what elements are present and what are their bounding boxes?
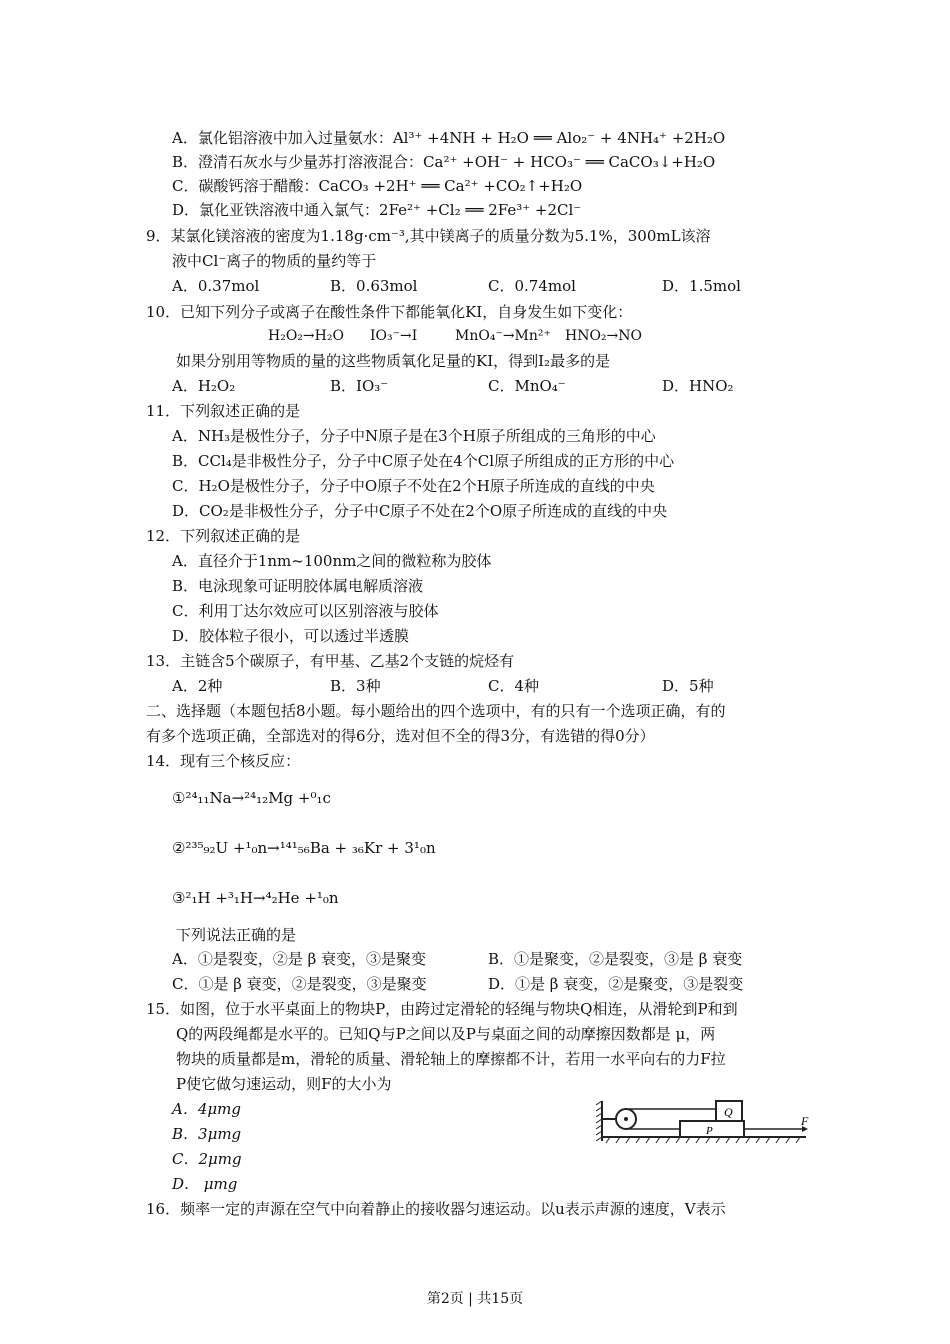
- force-label: F: [801, 1114, 809, 1128]
- q12-option-c: C．利用丁达尔效应可以区别溶液与胶体: [172, 602, 439, 620]
- q11-option-c: C．H₂O是极性分子，分子中O原子不处在2个H原子所连成的直线的中央: [172, 477, 655, 495]
- q13-option-b: B．3种: [330, 677, 381, 695]
- q14-reaction-2: ②²³⁵₉₂U +¹₀n→¹⁴¹₅₆Ba + ₃₆Kr + 3¹₀n: [172, 839, 436, 857]
- q14-stem-line2: 下列说法正确的是: [176, 926, 297, 944]
- q10-option-b: B．IO₃⁻: [330, 377, 389, 395]
- q13-option-c: C．4种: [488, 677, 540, 695]
- q14-option-a: A．①是裂变，②是 β 衰变，③是聚变: [172, 950, 427, 968]
- page-footer: 第2页 | 共15页: [426, 1291, 524, 1307]
- q10-reaction-2: IO₃⁻→I: [370, 328, 418, 344]
- q15-pulley-figure: [596, 1097, 818, 1147]
- q14-option-b: B．①是聚变，②是裂变，③是 β 衰变: [488, 950, 743, 968]
- q10-option-c: C．MnO₄⁻: [488, 377, 566, 395]
- q11-option-a: A．NH₃是极性分子，分子中N原子是在3个H原子所组成的三角形的中心: [172, 427, 656, 445]
- q14-reaction-3: ③²₁H +³₁H→⁴₂He +¹₀n: [172, 889, 339, 907]
- q13-option-d: D．5种: [662, 677, 714, 695]
- q10-option-a: A．H₂O₂: [172, 377, 236, 395]
- q12-option-a: A．直径介于1nm~100nm之间的微粒称为胶体: [172, 552, 492, 570]
- q14-option-c: C．①是 β 衰变，②是裂变，③是聚变: [172, 975, 427, 993]
- q10-reaction-1: H₂O₂→H₂O: [268, 328, 344, 344]
- q8-option-b: B．澄清石灰水与少量苏打溶液混合：Ca²⁺ +OH⁻ + HCO₃⁻ ══ CaCO₃↓+H₂O: [172, 153, 716, 171]
- q14-option-d: D．①是 β 衰变，②是聚变，③是裂变: [488, 975, 744, 993]
- block-p-label: P: [706, 1125, 713, 1137]
- q9-option-c: C．0.74mol: [488, 277, 576, 295]
- q9-option-a: A．0.37mol: [172, 277, 260, 295]
- section2-heading-line2: 有多个选项正确，全部选对的得6分，选对但不全的得3分，有选错的得0分）: [146, 727, 655, 745]
- q9-option-d: D．1.5mol: [662, 277, 741, 295]
- q13-option-a: A．2种: [172, 677, 223, 695]
- q14-reaction-1: ①²⁴₁₁Na→²⁴₁₂Mg +⁰₁c: [172, 789, 331, 807]
- q16-stem-line1: 16．频率一定的声源在空气中向着静止的接收器匀速运动。以u表示声源的速度，V表示: [146, 1200, 726, 1218]
- q8-option-d: D．氯化亚铁溶液中通入氯气：2Fe²⁺ +Cl₂ ══ 2Fe³⁺ +2Cl⁻: [172, 201, 582, 219]
- q10-stem-line2: 如果分别用等物质的量的这些物质氧化足量的KI，得到I₂最多的是: [176, 352, 611, 370]
- pulley-axle: [624, 1117, 628, 1121]
- q9-stem-line1: 9．某氯化镁溶液的密度为1.18g·cm⁻³,其中镁离子的质量分数为5.1%，300mL该溶: [146, 227, 711, 245]
- q12-option-b: B．电泳现象可证明胶体属电解质溶液: [172, 577, 424, 595]
- q15-stem-line4: P使它做匀速运动，则F的大小为: [176, 1075, 392, 1093]
- q14-stem: 14．现有三个核反应：: [146, 752, 301, 770]
- q15-option-c: C．2μmg: [172, 1150, 242, 1168]
- q9-option-b: B．0.63mol: [330, 277, 418, 295]
- q11-stem: 11．下列叙述正确的是: [146, 402, 301, 420]
- q10-reaction-4: HNO₂→NO: [565, 328, 643, 344]
- q15-stem-line1: 15．如图，位于水平桌面上的物块P，由跨过定滑轮的轻绳与物块Q相连，从滑轮到P和到: [146, 1000, 738, 1018]
- q15-option-b: B．3μmg: [172, 1125, 242, 1143]
- q15-stem-line2: Q的两段绳都是水平的。已知Q与P之间以及P与桌面之间的动摩擦因数都是 μ，两: [176, 1025, 716, 1043]
- q8-option-c: C．碳酸钙溶于醋酸：CaCO₃ +2H⁺ ══ Ca²⁺ +CO₂↑+H₂O: [172, 177, 583, 195]
- block-q-label: Q: [724, 1105, 733, 1119]
- q8-option-a: A．氯化铝溶液中加入过量氨水：Al³⁺ +4NH + H₂O ══ Alo₂⁻ + 4NH₄⁺ +2H₂O: [172, 129, 726, 147]
- q10-reaction-3: MnO₄⁻→Mn²⁺: [455, 328, 551, 344]
- q13-stem: 13．主链含5个碳原子，有甲基、乙基2个支链的烷烃有: [146, 652, 515, 670]
- q11-option-d: D．CO₂是非极性分子，分子中C原子不处在2个O原子所连成的直线的中央: [172, 502, 668, 520]
- q15-option-d: D． μmg: [172, 1175, 238, 1193]
- q15-option-a: A．4μmg: [172, 1100, 241, 1118]
- q15-stem-line3: 物块的质量都是m，滑轮的质量、滑轮轴上的摩擦都不计，若用一水平向右的力F拉: [176, 1050, 726, 1068]
- q11-option-b: B．CCl₄是非极性分子，分子中C原子处在4个Cl原子所组成的正方形的中心: [172, 452, 675, 470]
- q10-stem: 10．已知下列分子或离子在酸性条件下都能氧化KI，自身发生如下变化：: [146, 303, 633, 321]
- section2-heading-line1: 二、选择题（本题包括8小题。每小题给出的四个选项中，有的只有一个选项正确，有的: [146, 702, 726, 720]
- q10-option-d: D．HNO₂: [662, 377, 734, 395]
- q12-stem: 12．下列叙述正确的是: [146, 527, 301, 545]
- q9-stem-line2: 液中Cl⁻离子的物质的量约等于: [172, 252, 377, 270]
- q12-option-d: D．胶体粒子很小，可以透过半透膜: [172, 627, 410, 645]
